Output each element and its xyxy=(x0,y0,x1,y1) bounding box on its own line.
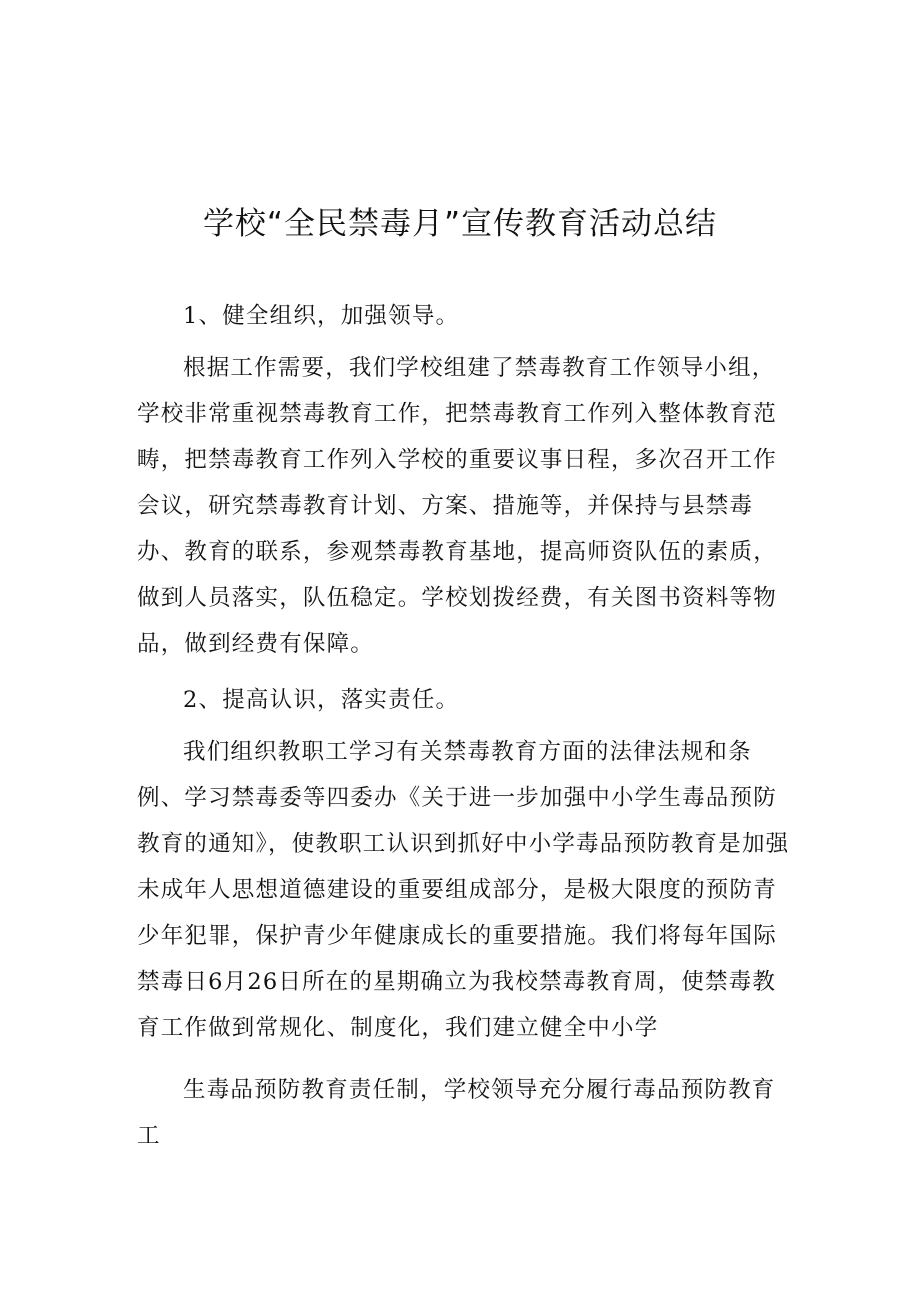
section-heading-text: 2、提高认识，落实责任。 xyxy=(183,687,460,713)
document-title: 学校“全民禁毒月”宣传教育活动总结 xyxy=(202,206,718,242)
paragraph-3 xyxy=(137,1067,791,1159)
paragraph-1 xyxy=(137,345,791,667)
section-heading-1 xyxy=(137,293,791,339)
paragraph-text: 根据工作需要，我们学校组建了禁毒教育工作领导小组，学校非常重视禁毒教育工作，把禁毒教育工作列入整体教育范畴，把禁毒教育工作列入学校的重要议事日程，多次召开工作会议，研究禁毒教育计划、方案、措施等，并保持与县禁毒办、教育的联系，参观禁毒教育基地，提高师资队伍的素质，做到人员落实，队伍稳定。学校划拨经费，有关图书资料等物品，做到经费有保障。 xyxy=(137,355,777,657)
paragraph-text: 生毒品预防教育责任制，学校领导充分履行毒品预防教育工 xyxy=(137,1077,776,1149)
section-heading-2 xyxy=(137,677,791,723)
paragraph-2 xyxy=(137,729,791,1051)
paragraph-text: 我们组织教职工学习有关禁毒教育方面的法律法规和条例、学习禁毒委等四委办《关于进一步加强中小学生毒品预防教育的通知》，使教职工认识到抓好中小学毒品预防教育是加强未成年人思想道德建设的重要组成部分，是极大限度的预防青少年犯罪，保护青少年健康成长的重要措施。我们将每年国际禁毒日6月26日所在的星期确立为我校禁毒教育周，使禁毒教育工作做到常规化、制度化，我们建立健全中小学 xyxy=(137,739,790,1041)
section-heading-text: 1、健全组织，加强领导。 xyxy=(183,303,460,329)
